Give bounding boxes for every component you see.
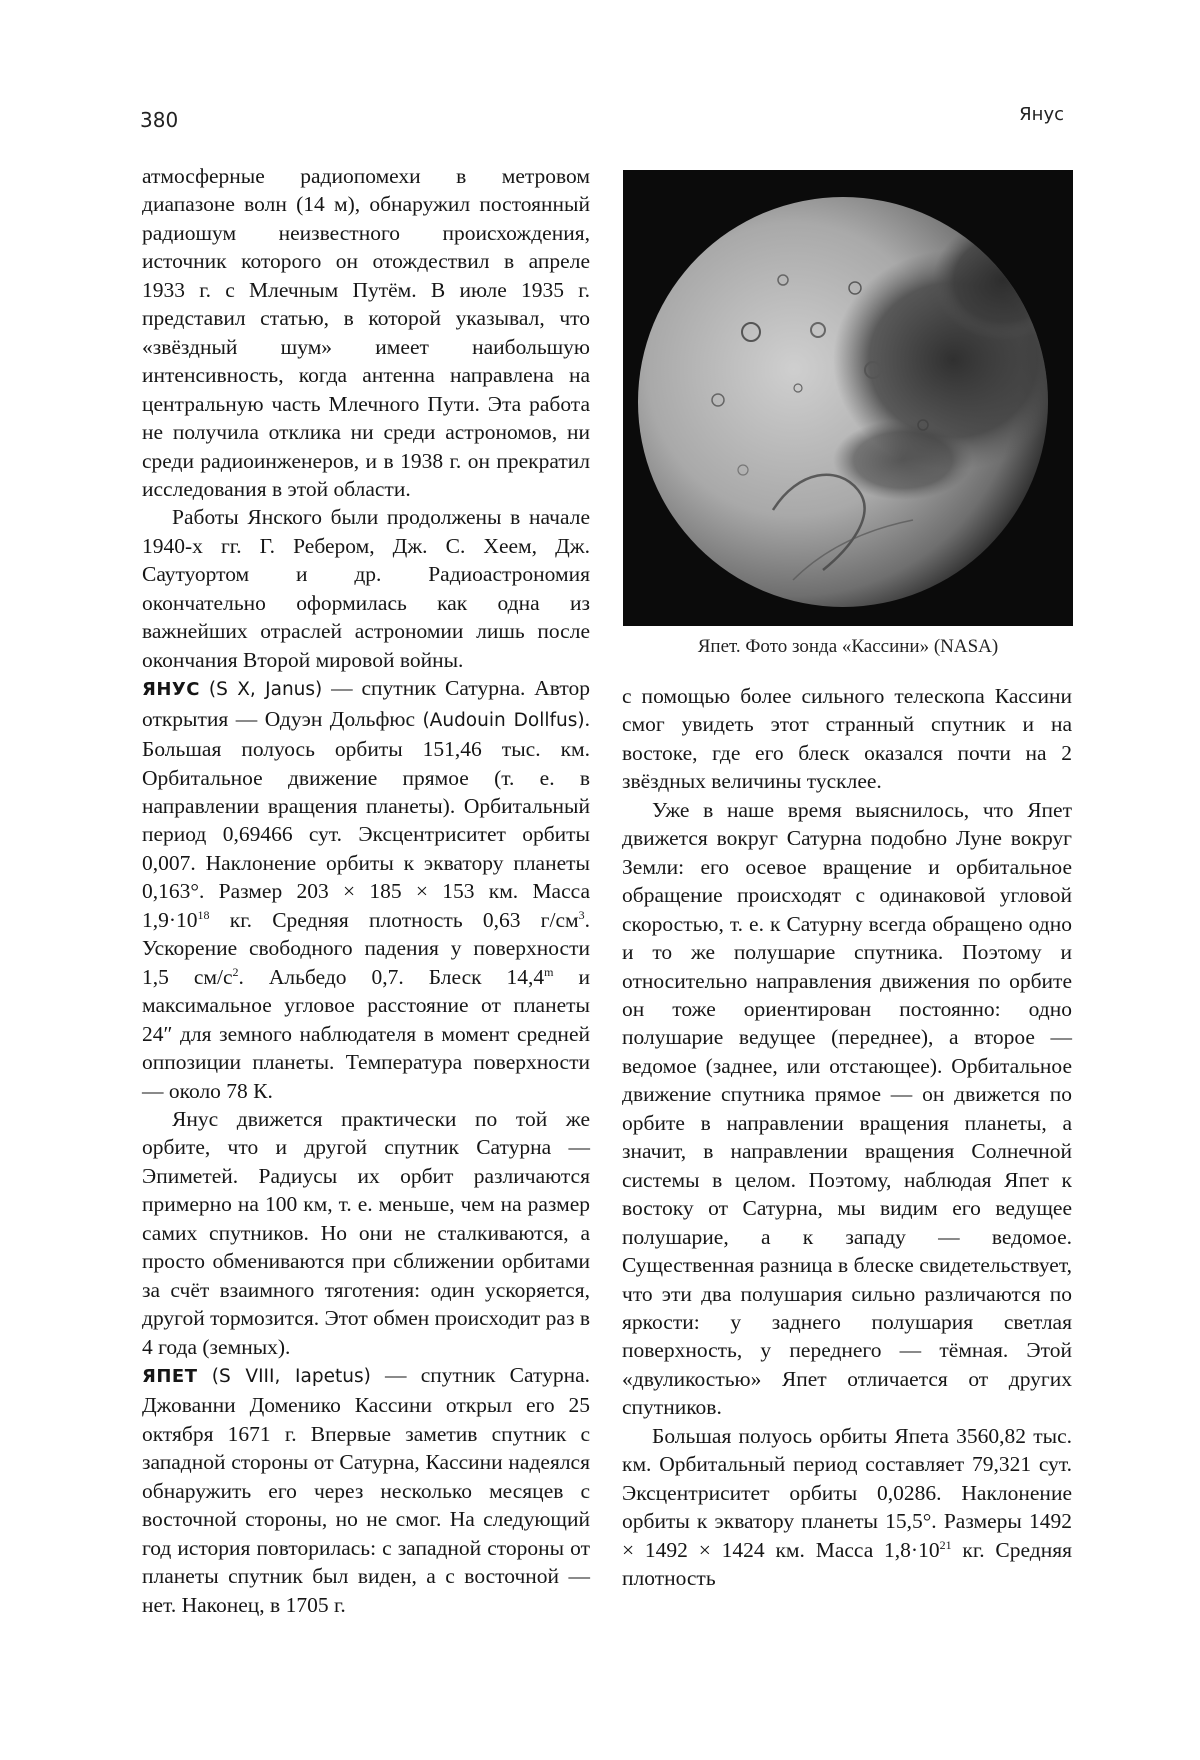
mass-exponent: 18 [197, 907, 210, 922]
iapetus-photo [623, 170, 1073, 626]
orbit-text-2: кг. Средняя плотность [622, 1537, 1072, 1591]
paragraph-rotation: Уже в наше время выяснилось, что Япет движется вокруг Сатурна подобно Луне вокруг Земли: его осевое вращение и орбитальное обращение происходят с одинаковой угловой скоростью, т. е. к Сатурну всегда обращено одно и то же полушарие спутника. Поэтому и относительно направления движения по орбите он тоже ориентирован постоянно: одно полушарие ведущее (переднее), а второе — ведомое (заднее, или отстающее). Орбитальное движение спутника прямое — он движется по орбите в направлении вращения планеты, а значит, в направлении вращения Солнечной системы в целом. Поэтому, наблюдая Япет к востоку от Сатурна, мы видим его ведущее полушарие, а к западу — ведомое. Существенная разница в блеске свидетельствует, что эти два полушария сильно различаются по яркости: у заднего полушария светлая поверхность, у переднего — тёмная. Этой «двуликостью» Япет отличается от других спутников. [622, 797, 1072, 1420]
entry-term-iapetus: ЯПЕТ [142, 1366, 198, 1388]
iapetus-text: — спутник Сатурна. Джованни Доменико Кассини открыл его 25 октября 1671 г. Впервые заметив спутник с западной стороны от Сатурна, Кассини надеялся обнаружить его через несколько месяцев с восточной стороны, но не смог. На следующий год история повторилась: с западной стороны от планеты спутник был виден, а с восточной — нет. Наконец, в 1705 г. [142, 1363, 590, 1617]
entry-term-janus: ЯНУС [142, 679, 201, 701]
page-number: 380 [140, 108, 179, 132]
entry-janus [142, 674, 590, 1105]
janus-text-1: — спутник Сатурна. Автор открытия — Одуэн Дольфюс [142, 676, 591, 731]
gravity-exponent: 2 [232, 964, 239, 979]
entry-latin-iapetus: (S VIII, Iapetus) [211, 1366, 371, 1388]
janus-text-6: и максимальное угловое расстояние от планеты 24″ для земного наблюдателя в момент средней оппозиции планеты. Температура поверхности — около 78 К. [142, 964, 590, 1103]
paragraph-janus-epimetheus: Янус движется практически по той же орбите, что и другой спутник Сатурна — Эпиметей. Радиусы их орбит различаются примерно на 100 км, т. е. меньше, чем на размер самих спутников. Но они не сталкиваются, а просто обмениваются при сближении орбитами за счёт взаимного тяготения: один ускоряется, другой тормозится. Этот обмен происходит раз в 4 года (земных). [142, 1106, 590, 1359]
entry-iapetus [142, 1361, 590, 1619]
running-head: Янус [1019, 104, 1064, 125]
paragraph-cassini-continued: с помощью более сильного телескопа Кассини смог увидеть этот странный спутник и на востоке, где его блеск оказался почти на 2 звёздных величины тусклее. [622, 684, 1072, 794]
paragraph-radioastronomy: Работы Янского были продолжены в начале 1940-х гг. Г. Ребером, Дж. С. Хеем, Дж. Саутуортом и др. Радиоастрономия окончательно оформилась как одна из важнейших отраслей астрономии лишь после окончания Второй мировой войны. [142, 505, 590, 672]
entry-latin-janus: (S X, Janus) [208, 679, 323, 701]
janus-text-3: кг. Средняя плотность 0,63 г/см [209, 907, 579, 932]
orbit-text-1: Большая полуось орбиты Япета 3560,82 тыс. км. Орбитальный период составляет 79,321 сут. Эксцентриситет орбиты 0,0286. Наклонение орбиты к экватору планеты 15,5°. Размеры 1492 × 1492 × 1424 км. Масса 1,8·10 [622, 1423, 1072, 1562]
right-column [622, 682, 1072, 1593]
janus-text-4: . Ускорение свободного падения у поверхности 1,5 см/с [142, 907, 590, 989]
discoverer-latin: (Audouin Dollfus) [422, 709, 585, 731]
figure-caption: Япет. Фото зонда «Кассини» (NASA) [697, 636, 999, 657]
density-exponent: 3 [578, 907, 585, 922]
paragraph-continued: атмосферные радиопомехи в метровом диапазоне волн (14 м), обнаружил постоянный радиошум неизвестного происхождения, источник которого он отождествил в апреле 1933 г. с Млечным Путём. В июле 1935 г. представил статью, в которой указывал, что «звёздный шум» имеет наибольшую интенсивность, когда антенна направлена на центральную часть Млечного Пути. Эта работа не получила отклика ни среди астрономов, ни среди радиоинженеров, и в 1938 г. он прекратил исследования в этой области. [142, 164, 590, 501]
janus-text-2: . Большая полуось орбиты 151,46 тыс. км. Орбитальное движение прямое (т. е. в направлении вращения планеты). Орбитальный период 0,69466 сут. Эксцентриситет орбиты 0,007. Наклонение орбиты к экватору планеты 0,163°. Размер 203 × 185 × 153 км. Масса 1,9·10 [142, 706, 590, 932]
iapetus-mass-exponent: 21 [939, 1537, 952, 1552]
iapetus-photo-graphic [623, 170, 1073, 626]
magnitude-superscript: m [544, 964, 554, 979]
janus-text-5: . Альбедо 0,7. Блеск 14,4 [238, 964, 545, 989]
left-column [142, 162, 590, 1619]
paragraph-iapetus-orbit [622, 1422, 1072, 1593]
